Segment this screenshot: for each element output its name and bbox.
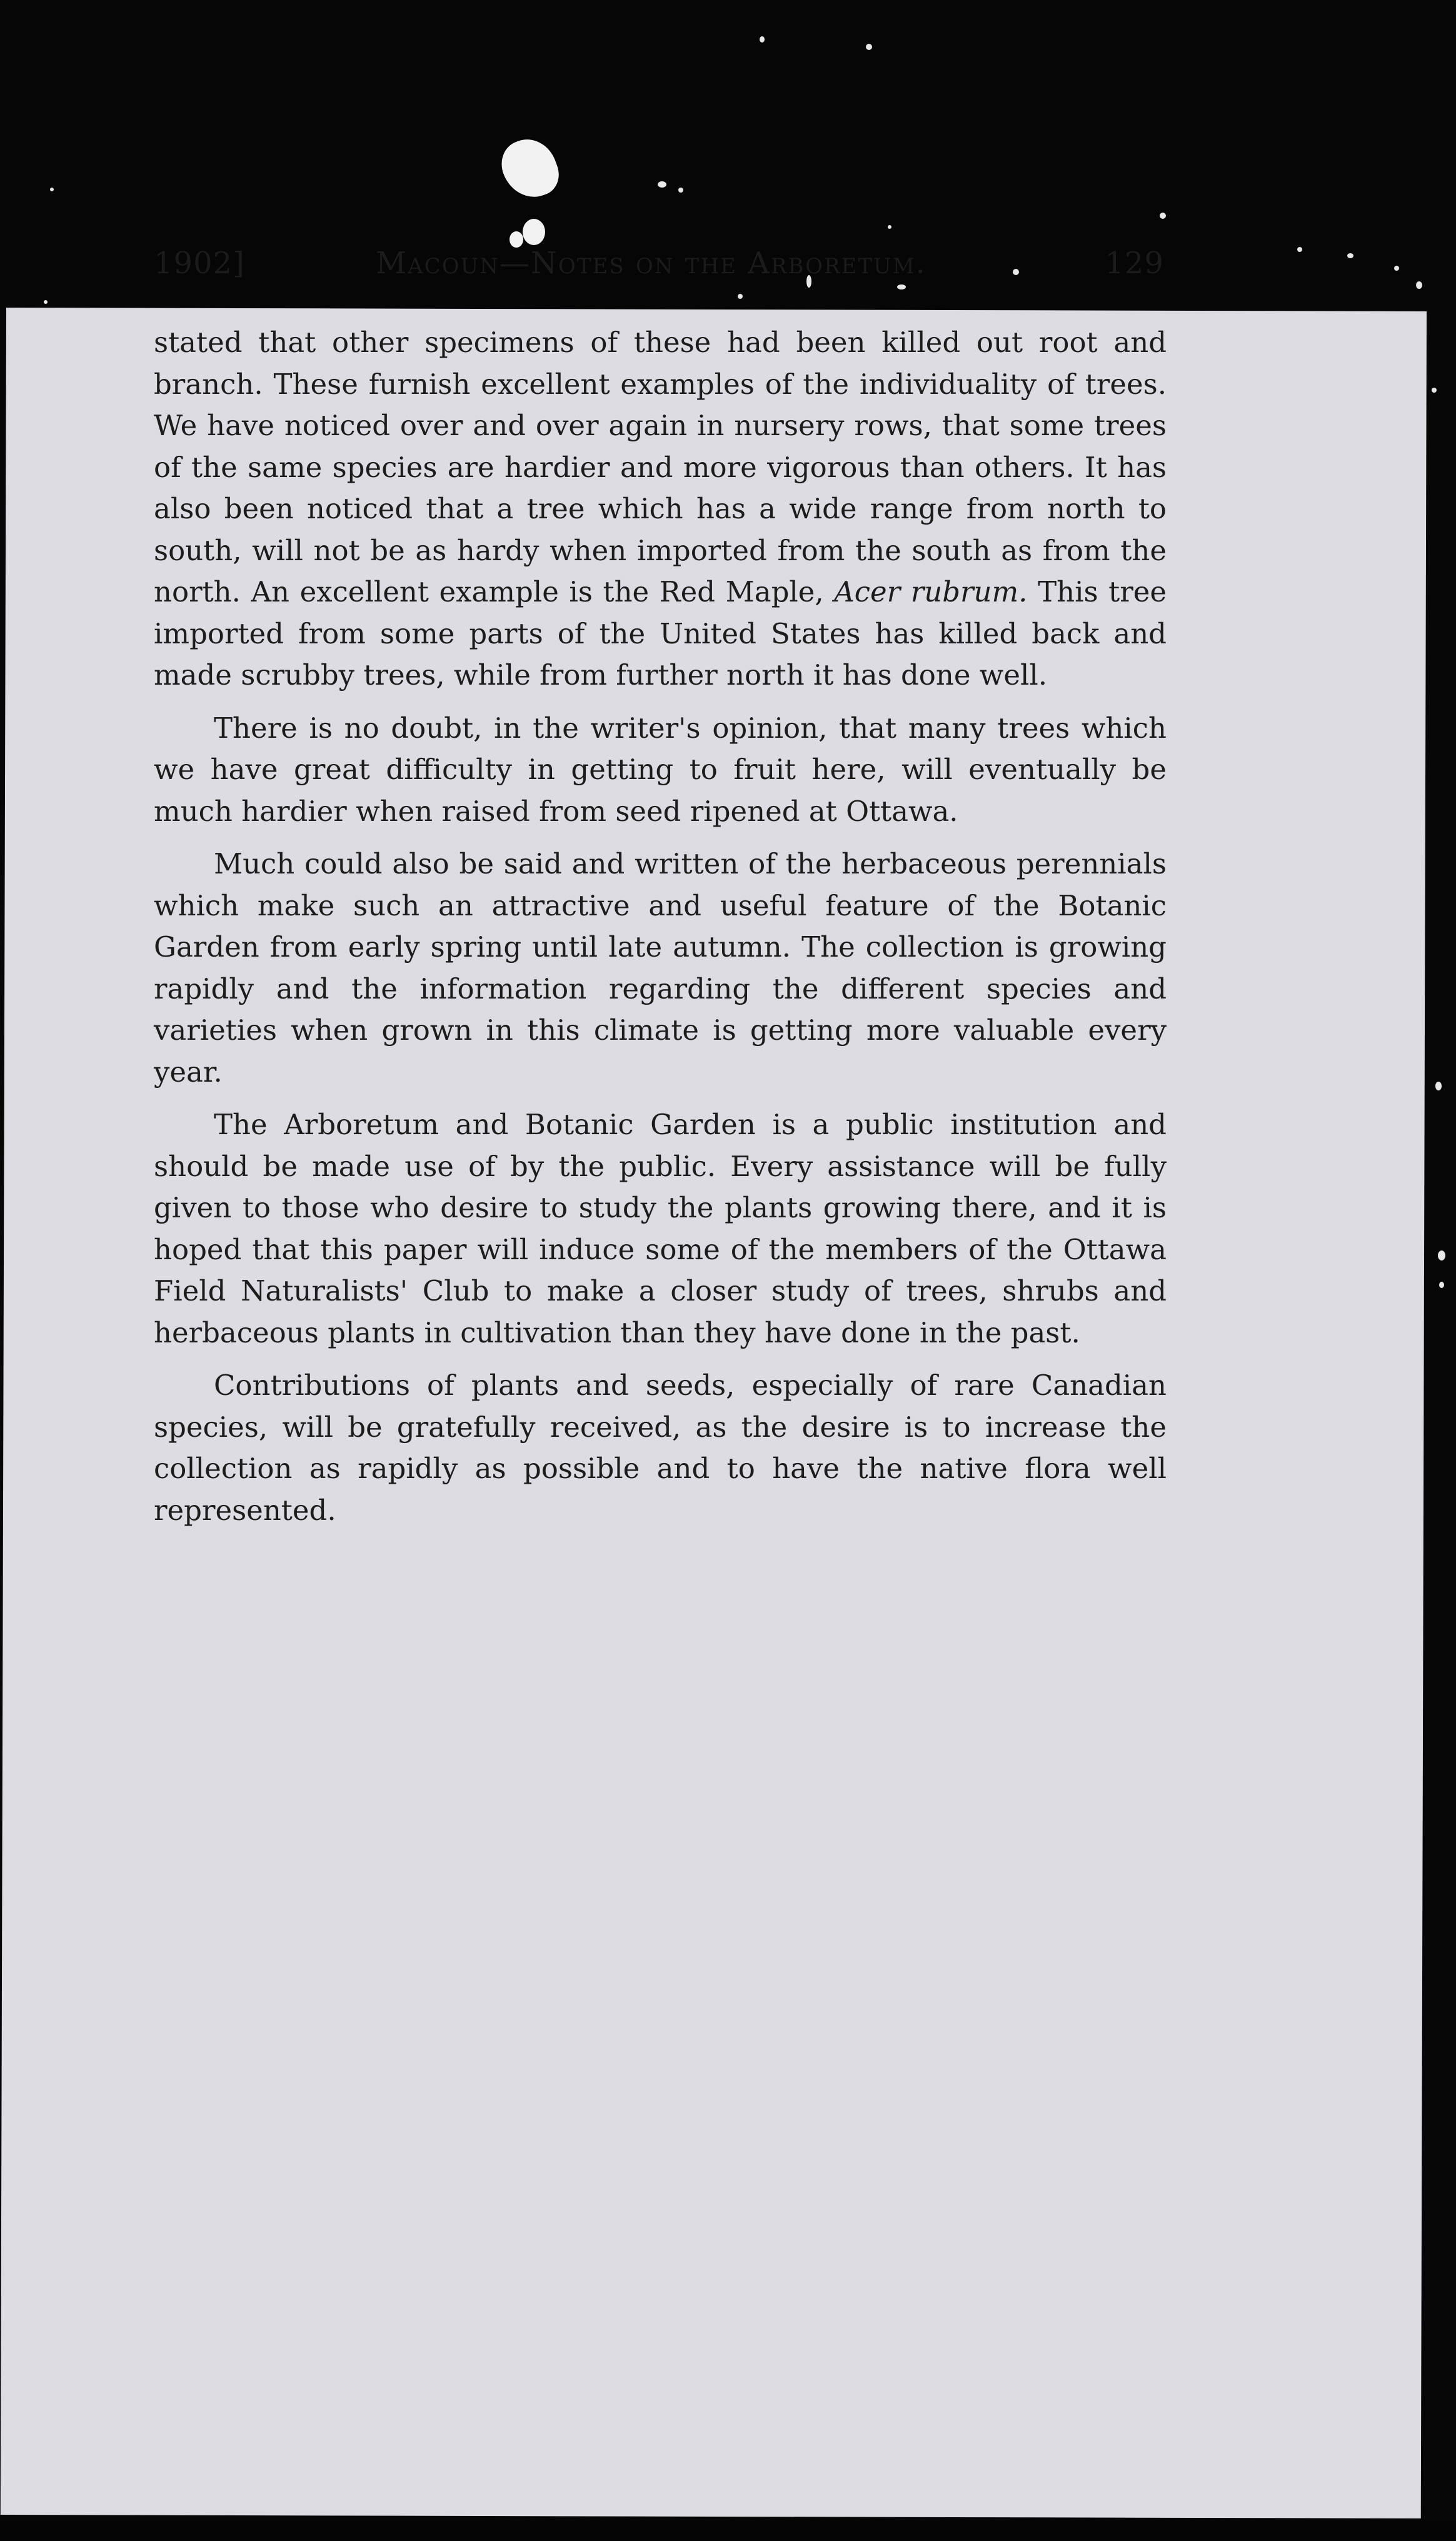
dust-speck <box>1297 247 1302 252</box>
dust-speck <box>888 225 891 229</box>
dust-speck <box>658 181 666 188</box>
dust-speck <box>678 188 683 193</box>
running-title: Macoun—Notes on the Arboretum. <box>376 246 926 281</box>
page-header <box>154 246 1164 302</box>
dust-speck <box>50 188 54 191</box>
dust-speck <box>1160 213 1166 219</box>
dust-speck <box>1435 1082 1442 1090</box>
page-number: 129 <box>1105 246 1164 281</box>
dust-speck <box>1438 1250 1445 1260</box>
paragraph-text: This tree imported from some parts of the United States has killed back and made scrubby trees, while from further north it has done well. <box>154 575 1167 692</box>
dust-blot <box>495 131 565 205</box>
paragraph: Contributions of plants and seeds, especially of rare Canadian species, will be gratefully received, as the desire is to increase the collection as rapidly as possible and to have the native flora well represented. <box>154 1369 1167 1527</box>
dust-blot <box>523 219 545 245</box>
header-year: 1902] <box>154 246 245 281</box>
dust-speck <box>1394 266 1399 271</box>
dust-speck <box>44 300 48 304</box>
article-body <box>154 322 1167 1542</box>
dust-speck <box>1347 253 1353 258</box>
dust-speck <box>1432 388 1437 393</box>
dust-speck <box>1439 1282 1444 1288</box>
dust-speck <box>760 36 765 43</box>
paragraph <box>154 322 1167 697</box>
paragraph: The Arboretum and Botanic Garden is a public institution and should be made use of by the public. Every assistance will be fully given to those who desire to study the plants growing there, and it is hoped that this paper will induce some of the members of the Ottawa Field Naturalists' Club to make a closer study of trees, shrubs and herbaceous plants in cultivation than they have done in the past. <box>154 1108 1167 1349</box>
paragraph: Much could also be said and written of the herbaceous perennials which make such an attractive and useful feature of the Botanic Garden from early spring until late autumn. The collection is growing rapidly and the information regarding the different species and varieties when grown in this climate is getting more valuable every year. <box>154 847 1167 1089</box>
dust-speck <box>866 44 872 50</box>
paragraph-text: stated that other specimens of these had been killed out root and branch. These furnish excellent examples of the individuality of trees. We have noticed over and over again in nursery rows, that some trees of the same species are hardier and more vigorous than others. It has also been noticed that a tree which has a wide range from north to south, will not be as hardy when imported from the south as from the north. An excellent example is the Red Maple, <box>154 326 1167 608</box>
paragraph: There is no doubt, in the writer's opinion, that many trees which we have great difficulty in getting to fruit here, will eventually be much hardier when raised from seed ripened at Ottawa. <box>154 711 1167 828</box>
dust-speck <box>1416 281 1422 289</box>
species-name: Acer rubrum. <box>834 575 1028 608</box>
scanner-bottom-edge <box>0 2522 1456 2541</box>
